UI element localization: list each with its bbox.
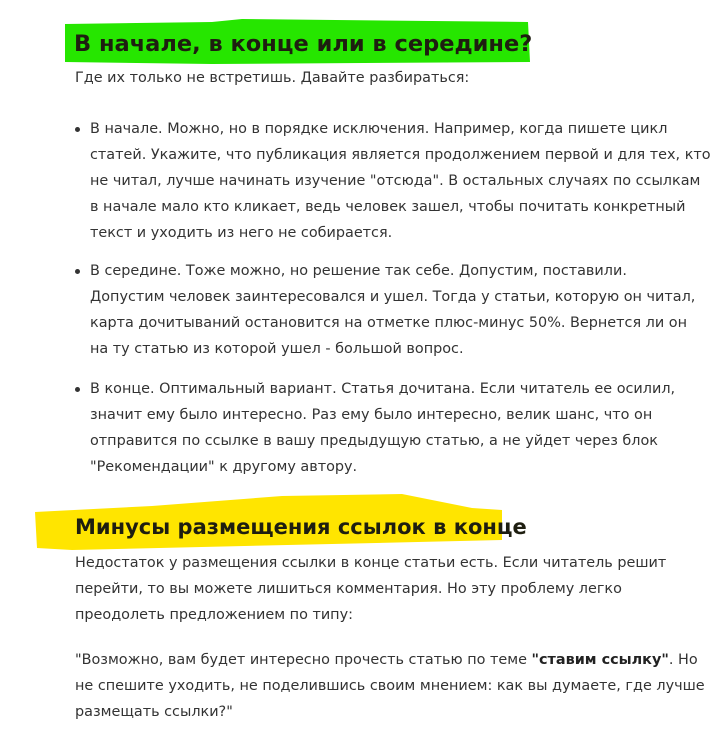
text-line: статей. Укажите, что публикация является продолжением первой и для тех, кто [90, 147, 711, 163]
text-line: карта дочитываний остановится на отметке плюс-минус 50%. Вернется ли он [90, 315, 688, 331]
heading-placement: В начале, в конце или в середине? [74, 31, 533, 57]
heading-minuses: Минусы размещения ссылок в конце [75, 515, 527, 539]
text-line: размещать ссылки?" [75, 704, 233, 720]
text-line: Допустим человек заинтересовался и ушел. Тогда у статьи, которую он читал, [90, 289, 696, 305]
bold-phrase: "ставим ссылку" [531, 652, 669, 668]
intro-text: Где их только не встретишь. Давайте разбираться: [75, 70, 470, 86]
text-line: не читал, лучше начинать изучение "отсюда". В остальных случаях по ссылкам [90, 173, 701, 189]
bullet-dot [75, 127, 80, 132]
text-line: В начале. Можно, но в порядке исключения. Например, когда пишете цикл [90, 121, 668, 137]
bullet-item [90, 376, 675, 480]
paragraph [75, 550, 666, 628]
text-line: "Рекомендации" к другому автору. [90, 459, 358, 475]
text-line: текст и уходить из него не собирается. [90, 225, 393, 241]
text-line: в начале мало кто кликает, ведь человек зашел, чтобы почитать конкретный [90, 199, 686, 215]
text-line: В конце. Оптимальный вариант. Статья дочитана. Если читатель ее осилил, [90, 381, 676, 397]
text-line: значит ему было интересно. Раз ему было интересно, велик шанс, что он [90, 407, 653, 423]
text-line: преодолеть предложением по типу: [75, 607, 353, 623]
bullet-item [90, 116, 711, 246]
text-line: на ту статью из которой ушел - большой вопрос. [90, 341, 464, 357]
quote-paragraph [75, 647, 705, 725]
text-line: . Но [668, 652, 698, 668]
text-line: перейти, то вы можете лишиться комментария. Но эту проблему легко [75, 581, 622, 597]
text-line: Недостаток у размещения ссылки в конце статьи есть. Если читатель решит [75, 555, 667, 571]
text-line: отправится по ссылке в вашу предыдущую статью, а не уйдет через блок [90, 433, 658, 449]
bullet-item [90, 258, 695, 362]
text-line: "Возможно, вам будет интересно прочесть статью по теме [75, 652, 532, 668]
text-line: В середине. Тоже можно, но решение так себе. Допустим, поставили. [90, 263, 627, 279]
bullet-dot [75, 269, 80, 274]
text-line: не спешите уходить, не поделившись своим мнением: как вы думаете, где лучше [75, 678, 705, 694]
bullet-dot [75, 387, 80, 392]
